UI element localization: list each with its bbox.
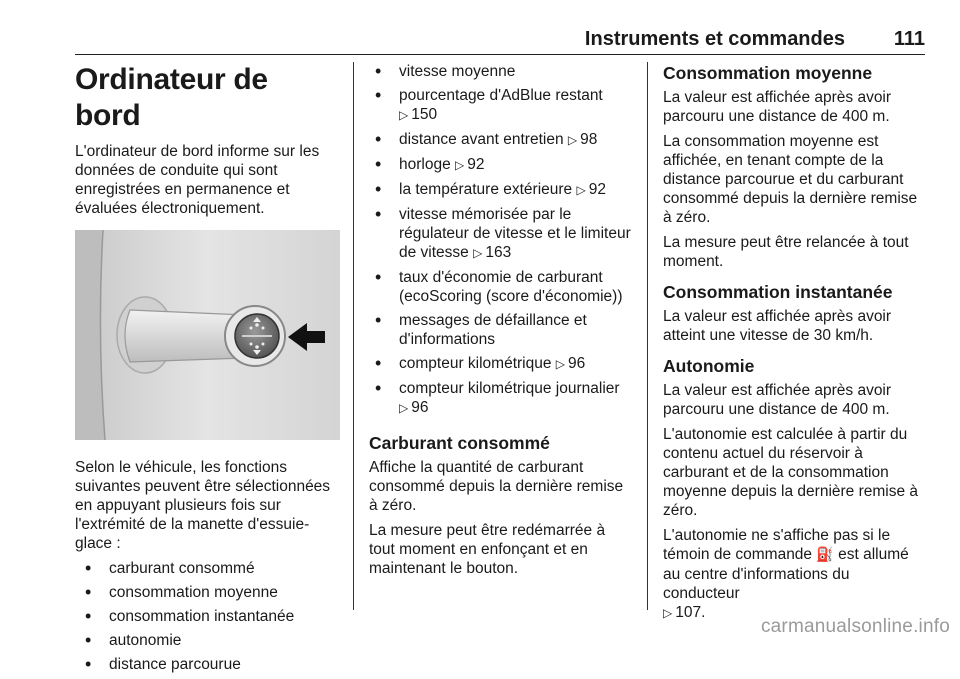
intro-paragraph: L'ordinateur de bord informe sur les données de conduite qui sont enregistrées en permanence et évaluées électroniquement.: [75, 143, 320, 217]
list-item: • taux d'économie de carburant (ecoScoring (score d'économie)): [369, 268, 631, 306]
page-reference[interactable]: 96: [411, 399, 429, 416]
list-item: • la température extérieure ▷ 92: [369, 180, 631, 200]
list-item: • compteur kilométrique ▷ 96: [369, 354, 631, 374]
column-1: [75, 62, 340, 679]
list-item: • consommation instantanée: [79, 607, 340, 626]
fuel-consumed-paragraph-2: La mesure peut être redémarrée à tout moment en enfonçant et en maintenant le bouton.: [369, 522, 606, 577]
wiper-stalk-figure: [75, 230, 340, 440]
xref-icon: ▷: [576, 183, 586, 197]
watermark: carmanualsonline.info: [760, 616, 950, 637]
list-item: • vitesse mémorisée par le régulateur de vitesse et le limiteur de vitesse ▷ 163: [369, 205, 631, 263]
average-consumption-heading: Consommation moyenne: [663, 63, 873, 83]
fuel-pump-icon: ⛽: [816, 547, 834, 563]
list-item: • distance avant entretien ▷ 98: [369, 130, 631, 150]
page-reference[interactable]: 107.: [675, 604, 706, 621]
xref-icon: ▷: [473, 246, 483, 260]
page-reference[interactable]: 98: [580, 131, 598, 148]
fuel-consumed-heading: Carburant consommé: [369, 433, 550, 453]
page-reference[interactable]: 92: [467, 156, 485, 173]
page-reference[interactable]: 96: [568, 355, 586, 372]
page-header: [75, 24, 925, 55]
page-reference[interactable]: 92: [588, 181, 606, 198]
range-paragraph-1: La valeur est affichée après avoir parcouru une distance de 400 m.: [663, 382, 892, 418]
range-paragraph-2: L'autonomie est calculée à partir du contenu actuel du réservoir à carburant et de la consommation moyenne depuis la dernière remise à zéro.: [663, 426, 919, 519]
list-item: • carburant consommé: [79, 559, 340, 578]
section-title: Instruments et commandes: [584, 28, 845, 50]
wiper-stalk-icon: [75, 230, 340, 440]
xref-icon: ▷: [567, 133, 578, 147]
list-item: • horloge ▷ 92: [369, 155, 631, 175]
xref-icon: ▷: [455, 158, 465, 172]
functions-paragraph: Selon le véhicule, les fonctions suivantes peuvent être sélectionnées en appuyant plusieurs fois sur l'extrémité de la manette d'essuie-glace :: [75, 459, 331, 552]
range-heading: Autonomie: [663, 356, 755, 376]
list-item: • vitesse moyenne: [369, 62, 631, 81]
column-divider-1: [353, 62, 354, 610]
functions-list-continued: [369, 62, 631, 418]
column-2: [369, 62, 631, 584]
list-item: • messages de défaillance et d'informations: [369, 311, 631, 349]
list-item: • compteur kilométrique journalier ▷ 96: [369, 379, 631, 418]
list-item: • consommation moyenne: [79, 583, 340, 602]
list-item: • pourcentage d'AdBlue restant ▷ 150: [369, 86, 631, 125]
column-divider-2: [647, 62, 648, 610]
functions-list: [79, 559, 340, 674]
range-paragraph-3: L'autonomie ne s'affiche pas si le témoin de commande ⛽ est allumé au centre d'informations du conducteur ▷ 107.: [663, 527, 909, 621]
fuel-consumed-paragraph-1: Affiche la quantité de carburant consommé depuis la dernière remise à zéro.: [369, 459, 624, 514]
average-consumption-paragraph-2: La consommation moyenne est affichée, en tenant compte de la distance parcourue et du carburant consommé depuis la dernière remise à zéro.: [663, 133, 918, 226]
list-item: • distance parcourue: [79, 655, 340, 674]
list-item: • autonomie: [79, 631, 340, 650]
page-title: Ordinateur de bord: [75, 63, 268, 132]
xref-icon: ▷: [399, 108, 409, 122]
column-3: [663, 62, 928, 629]
xref-icon: ▷: [399, 401, 409, 415]
page-reference[interactable]: 150: [411, 106, 438, 123]
instant-consumption-paragraph-1: La valeur est affichée après avoir atteint une vitesse de 30 km/h.: [663, 308, 892, 344]
average-consumption-paragraph-1: La valeur est affichée après avoir parcouru une distance de 400 m.: [663, 89, 892, 125]
xref-icon: ▷: [663, 606, 673, 620]
xref-icon: ▷: [555, 357, 566, 371]
average-consumption-paragraph-3: La mesure peut être relancée à tout moment.: [663, 234, 909, 270]
page-reference[interactable]: 163: [485, 244, 512, 261]
page-number: 111: [893, 28, 925, 50]
instant-consumption-heading: Consommation instantanée: [663, 282, 893, 302]
